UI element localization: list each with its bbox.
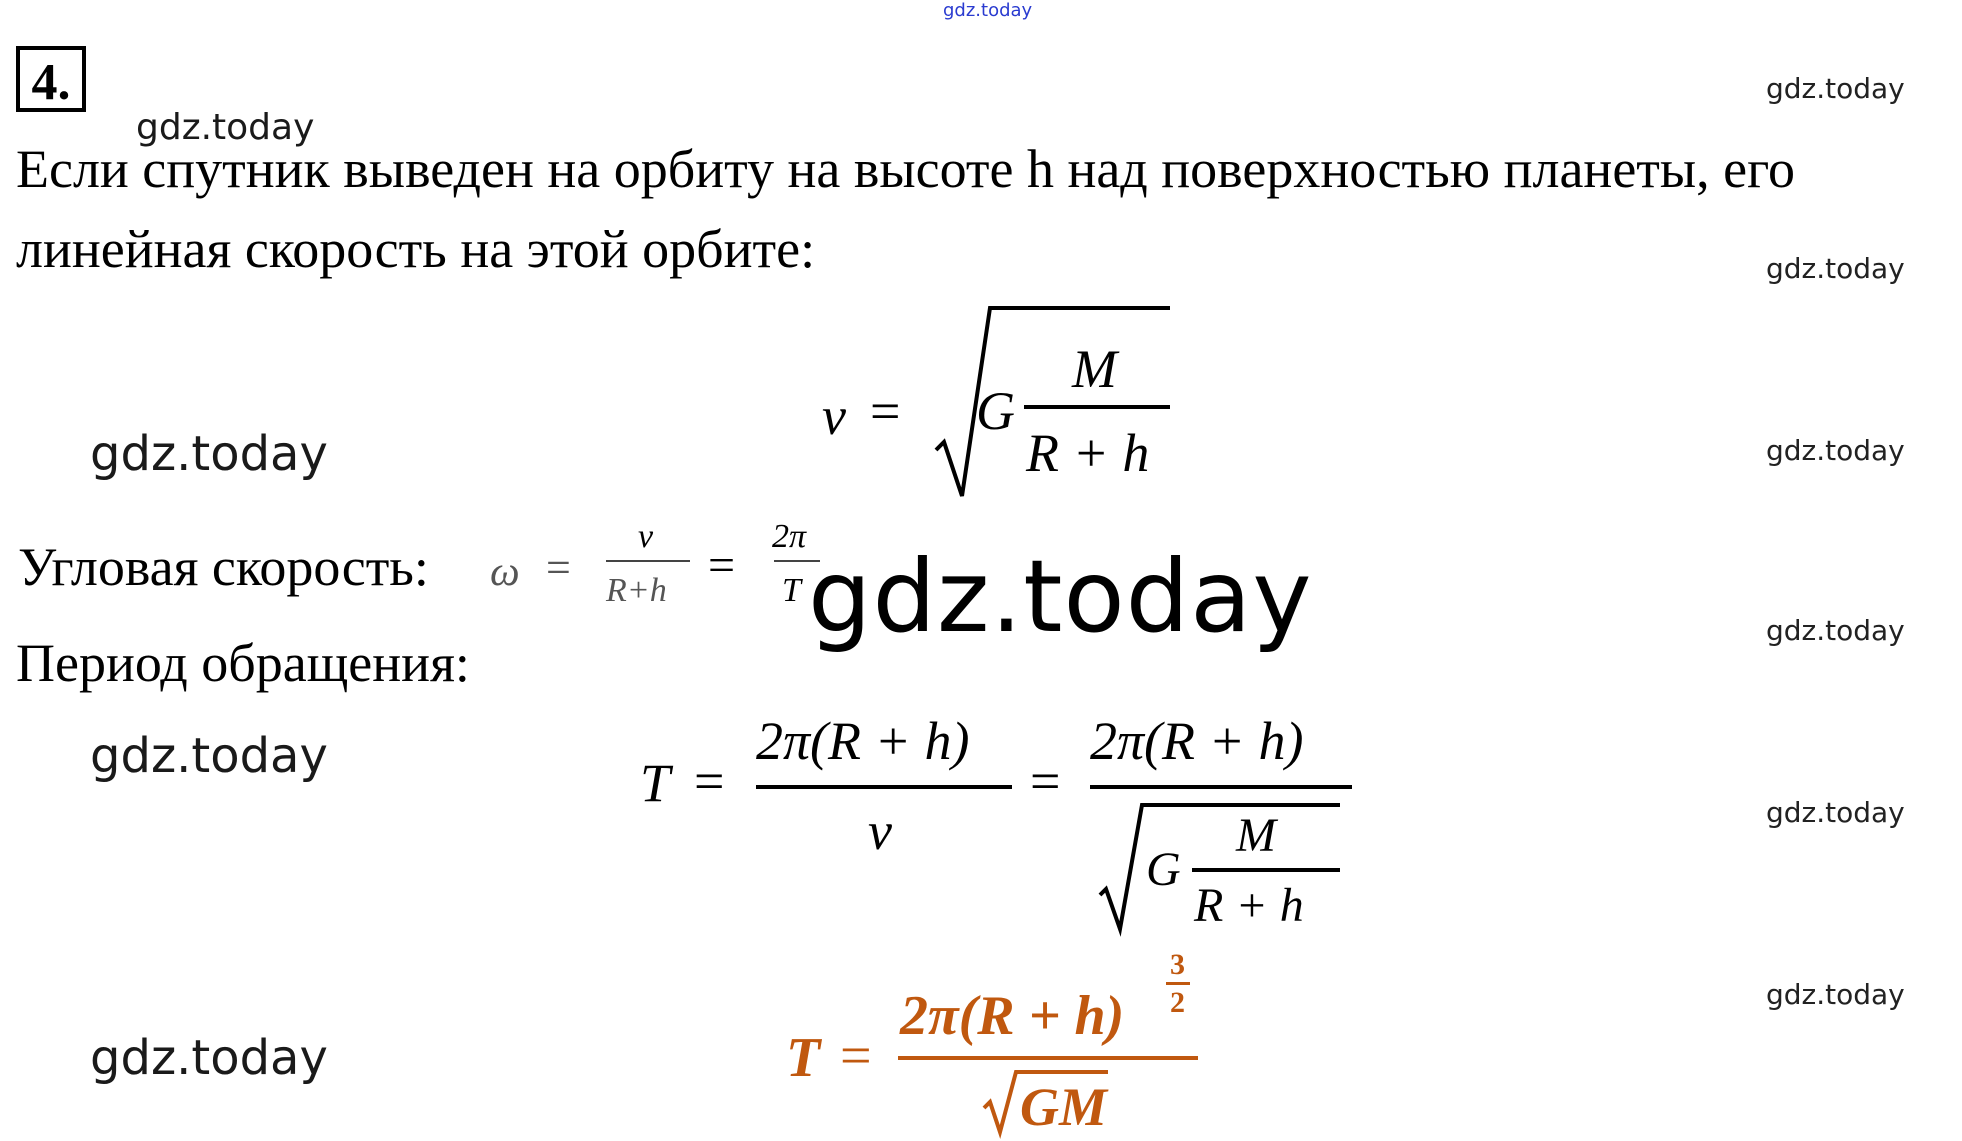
formula3-lhs: T: [640, 753, 671, 813]
formula3-inner-fraction-bar: [1192, 868, 1340, 872]
formula2-fraction-bar-1: [606, 560, 690, 562]
formula1-coef: G: [976, 381, 1015, 441]
formula1-num: M: [1072, 339, 1117, 399]
formula3-eq1: =: [694, 751, 725, 811]
formula3-den1: v: [868, 801, 892, 861]
formula4-lhs: T: [786, 1027, 821, 1089]
formula2-eq2: =: [708, 539, 736, 592]
formula4-exp-bar: [1166, 982, 1190, 985]
formula3-inner-coef: G: [1146, 843, 1181, 896]
formula1-den: R + h: [1026, 423, 1150, 483]
period-label: Период обращения:: [16, 633, 470, 693]
watermark-right-1: gdz.today: [1766, 72, 1905, 105]
formula4-eq: =: [840, 1025, 872, 1087]
watermark-big: gdz.today: [808, 538, 1313, 655]
watermark-right-2: gdz.today: [1766, 252, 1905, 285]
formula4-fraction-bar: [898, 1056, 1198, 1060]
formula2-den1: R+h: [606, 572, 667, 609]
formula3-num1: 2π(R + h): [756, 711, 970, 771]
formula3-fraction-bar-2: [1090, 785, 1352, 789]
watermark-right-3: gdz.today: [1766, 434, 1905, 467]
watermark-right-4: gdz.today: [1766, 614, 1905, 647]
watermark-right-6: gdz.today: [1766, 978, 1905, 1011]
watermark-left-3: gdz.today: [90, 1030, 328, 1086]
watermark-right-5: gdz.today: [1766, 796, 1905, 829]
watermark-left-2: gdz.today: [90, 728, 328, 784]
formula1-fraction-bar: [1024, 405, 1170, 409]
problem-text-line-1: Если спутник выведен на орбиту на высоте h над поверхностью планеты, его: [16, 139, 1795, 199]
angular-velocity-label: Угловая скорость:: [18, 537, 429, 597]
formula1-eq: =: [870, 381, 901, 441]
formula2-eq1: =: [546, 543, 571, 592]
problem-number: 4.: [16, 46, 86, 112]
formula3-inner-num: M: [1236, 809, 1276, 862]
watermark-left-top: gdz.today: [136, 107, 315, 148]
formula2-den2: T: [782, 572, 801, 609]
formula2-omega: ω: [490, 549, 520, 595]
formula4-exp-den: 2: [1170, 986, 1185, 1019]
formula3-num2: 2π(R + h): [1090, 711, 1304, 771]
formula4-exp-num: 3: [1170, 948, 1185, 981]
problem-text-line-2: линейная скорость на этой орбите:: [16, 219, 816, 279]
formula3-inner-den: R + h: [1194, 879, 1304, 932]
formula1-lhs: v: [822, 386, 846, 446]
formula3-eq2: =: [1030, 751, 1061, 811]
formula4-num: 2π(R + h): [900, 985, 1125, 1047]
formula2-num2: 2π: [772, 518, 807, 555]
formula4-den: GM: [1020, 1077, 1108, 1137]
formula3-fraction-bar-1: [756, 785, 1012, 789]
formula2-num1: v: [638, 518, 654, 555]
watermark-left-1: gdz.today: [90, 426, 328, 482]
watermark-top: gdz.today: [943, 0, 1033, 21]
